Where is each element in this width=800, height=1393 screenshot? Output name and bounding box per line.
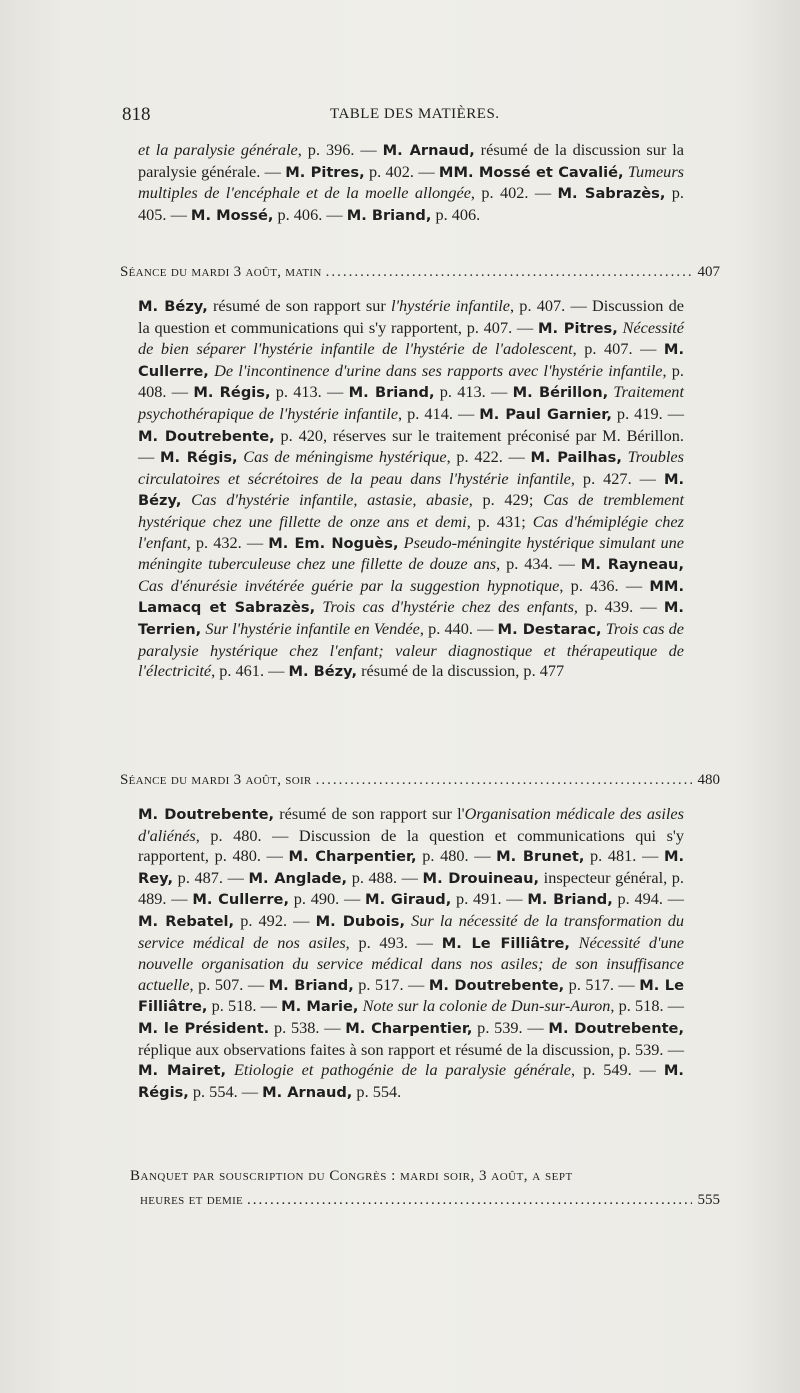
banquet-label-line2-text: heures et demie xyxy=(140,1192,244,1208)
session-heading-evening xyxy=(120,772,720,794)
session-label: Séance du mardi 3 août, matin xyxy=(120,264,322,280)
running-title: TABLE DES MATIÈRES. xyxy=(330,106,500,122)
session-page-number: 407 xyxy=(697,264,720,280)
banquet-label-line2 xyxy=(120,1188,720,1212)
session-page-number: 480 xyxy=(697,772,720,788)
toc-entry-continued: et la paralysie générale, p. 396. — M. Arnaud, résumé de la discussion sur la paralysie générale. — M. Pitres, p. 402. — MM. Mossé et Cavalié, Tumeurs multiples de l'encéphale et de la moelle allongée, p. 402. — M. Sabrazès, p. 405. — M. Mossé, p. 406. — M. Briand, p. 406. xyxy=(138,140,685,224)
session-label: Séance du mardi 3 août, soir xyxy=(120,772,312,788)
leader-dots xyxy=(316,772,692,789)
session-heading-morning xyxy=(120,264,720,286)
toc-entry-evening: M. Doutrebente, résumé de son rapport sur l'Organisation médicale des asiles d'aliénés, p. 480. — Discussion de la question et communications qui s'y rapportent, p. 480. — M. Charpentier, p. 480. — M. Brunet, p. 481. — M. Rey, p. 487. — M. Anglade, p. 488. — M. Drouineau, inspecteur général, p. 489. — M. Cullerre, p. 490. — M. Giraud, p. 491. — M. Briand, p. 494. — M. Rebatel, p. 492. — M. Dubois, Sur la nécessité de la transformation du service médical de nos asiles, p. 493. — M. Le Filliâtre, Nécessité d'une nouvelle organisation du service médical dans nos asiles; de son insuffisance actuelle, p. 507. — M. Briand, p. 517. — M. Doutrebente, p. 517. — M. Le Filliâtre, p. 518. — M. Marie, Note sur la colonie de Dun-sur-Auron, p. 518. — M. le Président. p. 538. — M. Charpentier, p. 539. — M. Doutrebente, réplique aux observations faites à son rapport et résumé de la discussion, p. 539. — M. Mairet, Etiologie et pathogénie de la paralysie générale, p. 549. — M. Régis, p. 554. — M. Arnaud, p. 554. xyxy=(138,804,685,1101)
banquet-entry xyxy=(120,1164,720,1212)
banquet-page-number: 555 xyxy=(697,1192,720,1208)
banquet-label-line1: Banquet par souscription du Congrès : mardi soir, 3 août, a sept xyxy=(130,1168,573,1184)
page-header xyxy=(122,104,682,130)
toc-entry-morning: M. Bézy, résumé de son rapport sur l'hystérie infantile, p. 407. — Discussion de la question et communications qui s'y rapportent, p. 407. — M. Pitres, Nécessité de bien séparer l'hystérie infantile de l'hystérie de l'adolescent, p. 407. — M. Cullerre, De l'incontinence d'urine dans ses rapports avec l'hystérie infantile, p. 408. — M. Régis, p. 413. — M. Briand, p. 413. — M. Bérillon, Traitement psychothérapique de l'hystérie infantile, p. 414. — M. Paul Garnier, p. 419. — M. Doutrebente, p. 420, réserves sur le traitement préconisé par M. Bérillon. — M. Régis, Cas de méningisme hystérique, p. 422. — M. Pailhas, Troubles circulatoires et sécrétoires de la peau dans l'hystérie infantile, p. 427. — M. Bézy, Cas d'hystérie infantile, astasie, abasie, p. 429; Cas de tremblement hystérique chez une fillette de onze ans et demi, p. 431; Cas d'hémiplégie chez l'enfant, p. 432. — M. Em. Noguès, Pseudo-méningite hystérique simulant une méningite tuberculeuse chez une fillette de douze ans, p. 434. — M. Rayneau, Cas d'énurésie invétérée guérie par la suggestion hypnotique, p. 436. — MM. Lamacq et Sabrazès, Trois cas d'hystérie chez des enfants, p. 439. — M. Terrien, Sur l'hystérie infantile en Vendée, p. 440. — M. Destarac, Trois cas de paralysie hystérique chez l'enfant; valeur diagnostique et thérapeutique de l'électricité, p. 461. — M. Bézy, résumé de la discussion, p. 477 xyxy=(138,296,685,681)
page-number: 818 xyxy=(122,104,151,125)
leader-dots xyxy=(326,264,692,281)
leader-dots xyxy=(247,1188,692,1212)
